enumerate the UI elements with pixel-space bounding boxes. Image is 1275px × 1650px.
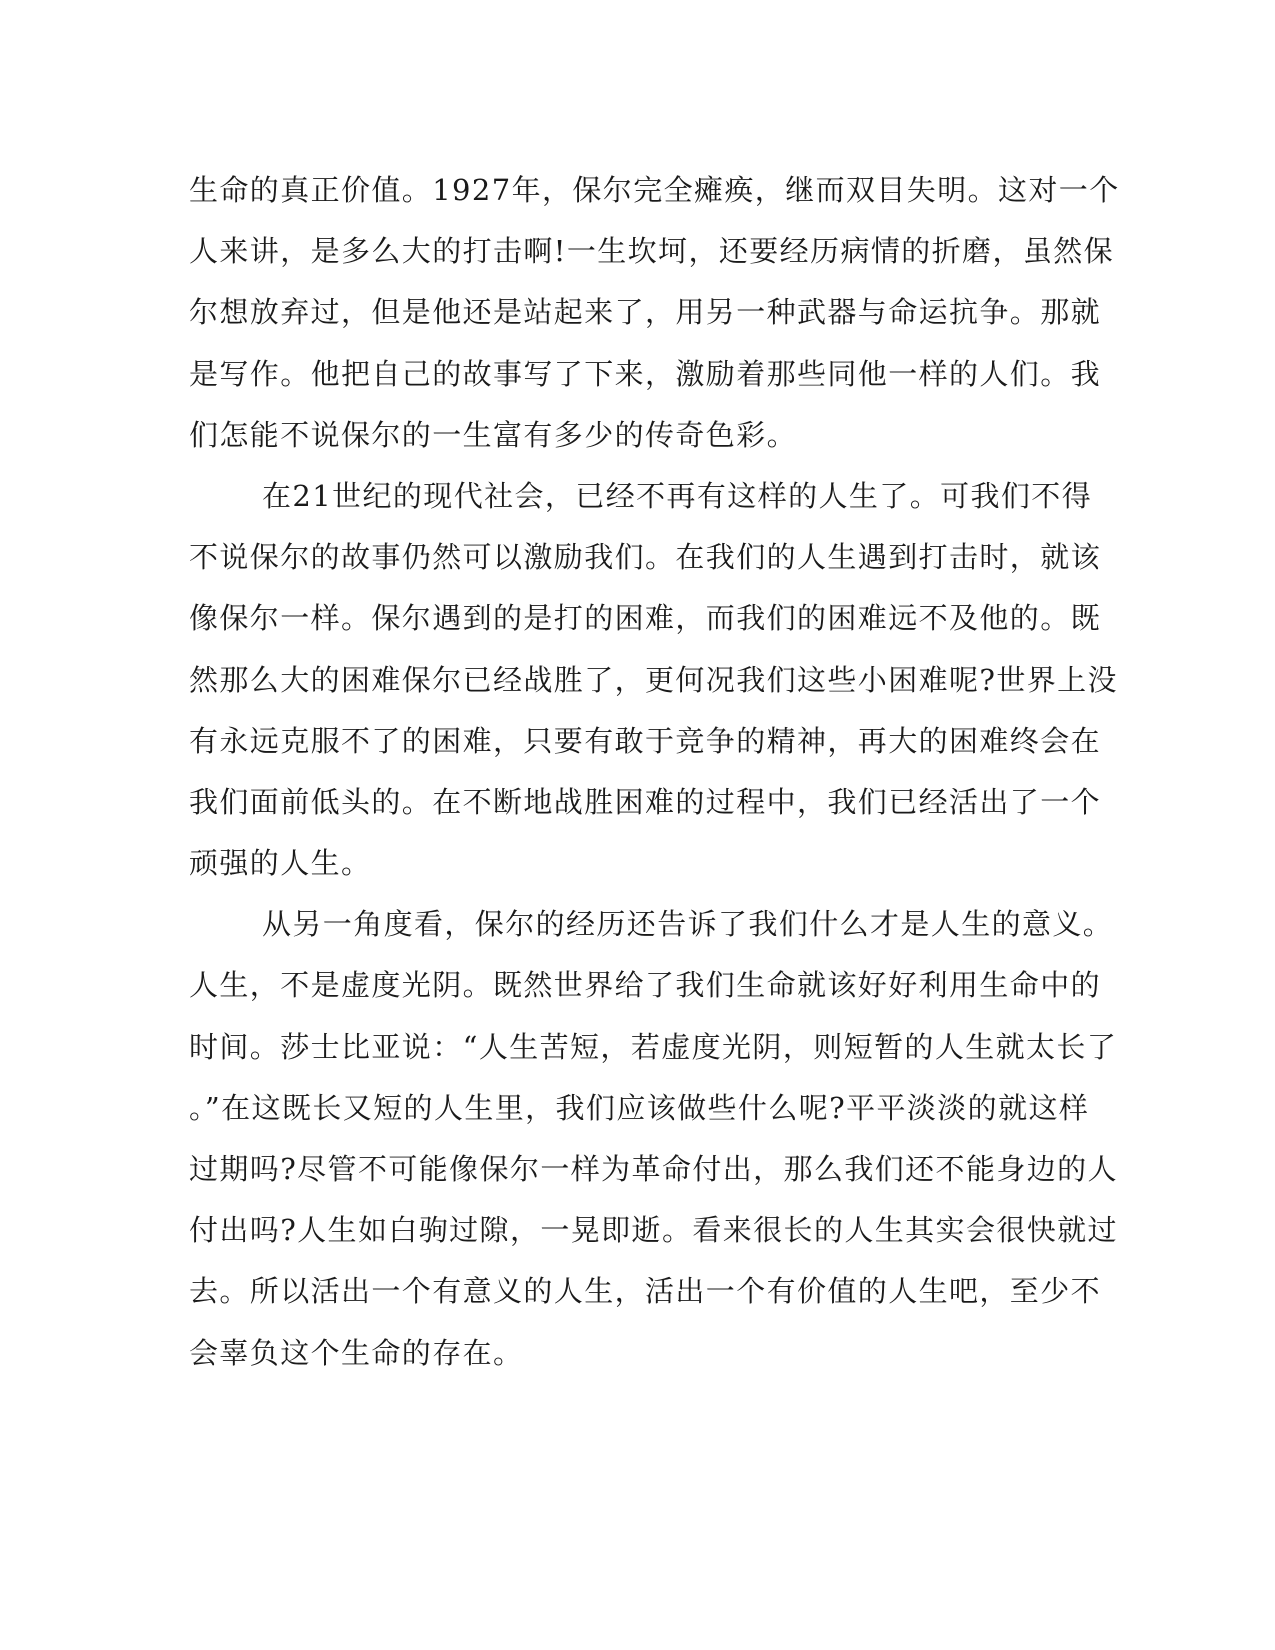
text-line: 人生，不是虚度光阴。既然世界给了我们生命就该好好利用生命中的 <box>189 968 1102 1003</box>
text-line: 有永远克服不了的困难，只要有敢于竞争的精神，再大的困难终会在 <box>189 723 1102 758</box>
text-line: 是写作。他把自己的故事写了下来，激励着那些同他一样的人们。我 <box>189 356 1102 391</box>
text-line: 我们面前低头的。在不断地战胜困难的过程中，我们已经活出了一个 <box>189 784 1102 819</box>
text-line: 生命的真正价值。1927年，保尔完全瘫痪，继而双目失明。这对一个 <box>189 173 1120 207</box>
text-line: 顽强的人生。 <box>189 846 372 881</box>
text-line: 会辜负这个生命的存在。 <box>189 1335 524 1370</box>
text-line: 过期吗?尽管不可能像保尔一样为革命付出，那么我们还不能身边的人 <box>189 1152 1118 1186</box>
body-text <box>189 160 1120 1384</box>
paragraph-first-line: 在21世纪的现代社会，已经不再有这样的人生了。可我们不得 <box>262 478 1093 513</box>
text-line: 们怎能不说保尔的一生富有多少的传奇色彩。 <box>189 417 798 452</box>
text-line: 然那么大的困难保尔已经战胜了，更何况我们这些小困难呢?世界上没 <box>189 662 1118 697</box>
text-line: 时间。莎士比亚说：“人生苦短，若虚度光阴，则短暂的人生就太长了 <box>189 1029 1118 1064</box>
text-line: 去。所以活出一个有意义的人生，活出一个有价值的人生吧，至少不 <box>189 1274 1102 1309</box>
text-line: 像保尔一样。保尔遇到的是打的困难，而我们的困难远不及他的。既 <box>189 601 1102 636</box>
paragraph-first-line: 从另一角度看，保尔的经历还告诉了我们什么才是人生的意义。 <box>262 907 1114 942</box>
text-line: 付出吗?人生如白驹过隙，一晃即逝。看来很长的人生其实会很快就过 <box>189 1213 1118 1248</box>
text-line: 。”在这既长又短的人生里，我们应该做些什么呢?平平淡淡的就这样 <box>189 1090 1090 1125</box>
text-line: 不说保尔的故事仍然可以激励我们。在我们的人生遇到打击时，就该 <box>189 540 1102 575</box>
text-line: 尔想放弃过，但是他还是站起来了，用另一种武器与命运抗争。那就 <box>189 295 1102 330</box>
text-line: 人来讲，是多么大的打击啊!一生坎坷，还要经历病情的折磨，虽然保 <box>189 234 1115 269</box>
